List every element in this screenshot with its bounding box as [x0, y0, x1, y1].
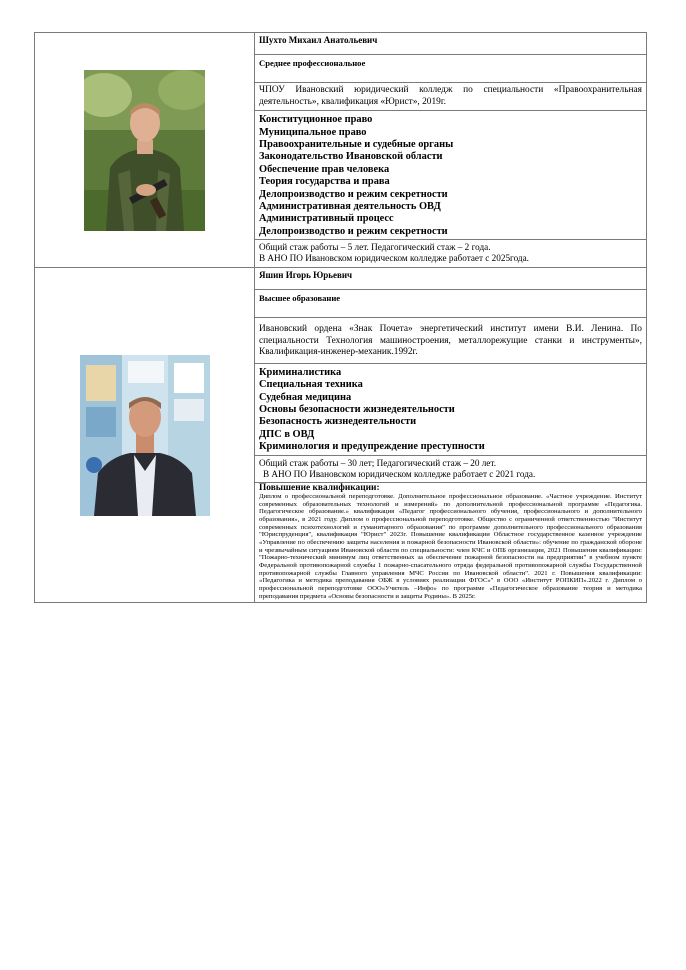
subject-item: Делопроизводство и режим секретности [259, 225, 448, 237]
subject-item: Криминология и предупреждение преступности [259, 441, 485, 453]
staff-name: Яшин Игорь Юрьевич [255, 268, 646, 290]
info-cell [255, 268, 647, 603]
staff-photo [84, 70, 205, 231]
staff-name: Шухто Михаил Анатольевич [255, 33, 646, 55]
subject-item: Правоохранительные и судебные органы [259, 139, 454, 150]
staff-table [34, 32, 647, 603]
education-level: Среднее профессиональное [255, 55, 646, 83]
subject-item: Криминалистика [259, 366, 342, 378]
subject-item: Муниципальное право [259, 126, 367, 138]
subject-item: Административная деятельность ОВД [259, 201, 441, 213]
subject-item: Безопасность жизнедеятельности [259, 416, 417, 428]
subject-item: Специальная техника [259, 379, 363, 391]
education-details: Ивановский ордена «Знак Почета» энергетический институт имени В.И. Ленина. По специальности Технология машиностроения, металлорежущие станки и инструменты», Квалификация-инженер-механик.1992г. [255, 318, 646, 364]
subject-item: Основы безопасности жизнедеятельности [259, 404, 455, 415]
experience [255, 240, 646, 266]
subject-item: ДПС в ОВД [259, 428, 315, 440]
experience-line: Общий стаж работы – 5 лет. Педагогический стаж – 2 года. [259, 242, 491, 253]
staff-row [35, 268, 647, 603]
education-level: Высшее образование [255, 290, 646, 318]
subject-item: Законодательство Ивановской области [259, 151, 443, 163]
education-details: ЧПОУ Ивановский юридический колледж по специальности «Правоохранительная деятельность», квалификация «Юрист», 2019г. [255, 83, 646, 111]
subjects-list [255, 364, 646, 456]
staff-row [35, 33, 647, 268]
photo-cell [35, 268, 255, 603]
experience [255, 456, 646, 483]
info-cell [255, 33, 647, 268]
subject-item: Судебная медицина [259, 391, 352, 403]
subject-item: Конституционное право [259, 114, 373, 126]
qualification-block [255, 483, 646, 602]
experience-line: Общий стаж работы – 30 лет; Педагогический стаж – 20 лет. [259, 457, 496, 468]
experience-line: В АНО ПО Ивановском юридическом колледже работает с 2021 года. [263, 468, 536, 479]
subject-item: Теория государства и права [259, 176, 390, 188]
subject-item: Административный процесс [259, 213, 394, 225]
experience-line: В АНО ПО Ивановском юридическом колледже работает с 2025года. [259, 253, 529, 264]
subject-item: Делопроизводство и режим секретности [259, 188, 448, 200]
photo-cell [35, 33, 255, 268]
staff-photo [80, 355, 210, 516]
subjects-list [255, 111, 646, 240]
subject-item: Обеспечение прав человека [259, 163, 390, 175]
qualification-text: Диплом о профессиональной переподготовке. Дополнительное профессиональное образование. «Частное учреждение. Институт современных образовательных технологий и измерений» по дополнительной профессиональной программе «Педагогика. Педагогическое образование.» квалификация «Педагог профессионального обучения, профессионального и дополнительного образования», в 2021 году. Диплом о профессиональной переподготовке. Общество с ограниченной ответственностью "Институт современных психотехнологий и гуманитарного образования" по программе дополнительного профессионального образования "Юриспруденция", квалификация "Юрист" 2023г. Повышение квалификации Областное государственное казенное учреждение «Управление по обеспечению защиты населения и пожарной безопасности Ивановской области»: обучение по гражданской обороне и чрезвычайным ситуациям Ивановской области по специальности: член КЧС и ОПБ организации, 2021 Повышения квалификации: "Пожарно-технический минимум лиц ответственных за обеспечение пожарной безопасности на предприятии" в учебном пункте Федеральной противопожарной службы 1 пожарно-спасательного отряда федеральной противопожарной службы Государственной противопожарной службы Главного управления МЧС России по Ивановской области". 2021 г. Повышения квалификации: «Педагогика и методика преподавания ОБЖ в условиях реализации ФГОС»" в ООО «Институт РОПКИП».2022 г. Диплом о профессиональной переподготовке ООО«Учитель –Инфо» по программе «Педагогическое образование теория и методика преподавания предмета «Основы безопасности и защиты Родины». В 2025г. [259, 493, 642, 600]
qualification-title: Повышение квалификации: [259, 483, 380, 494]
